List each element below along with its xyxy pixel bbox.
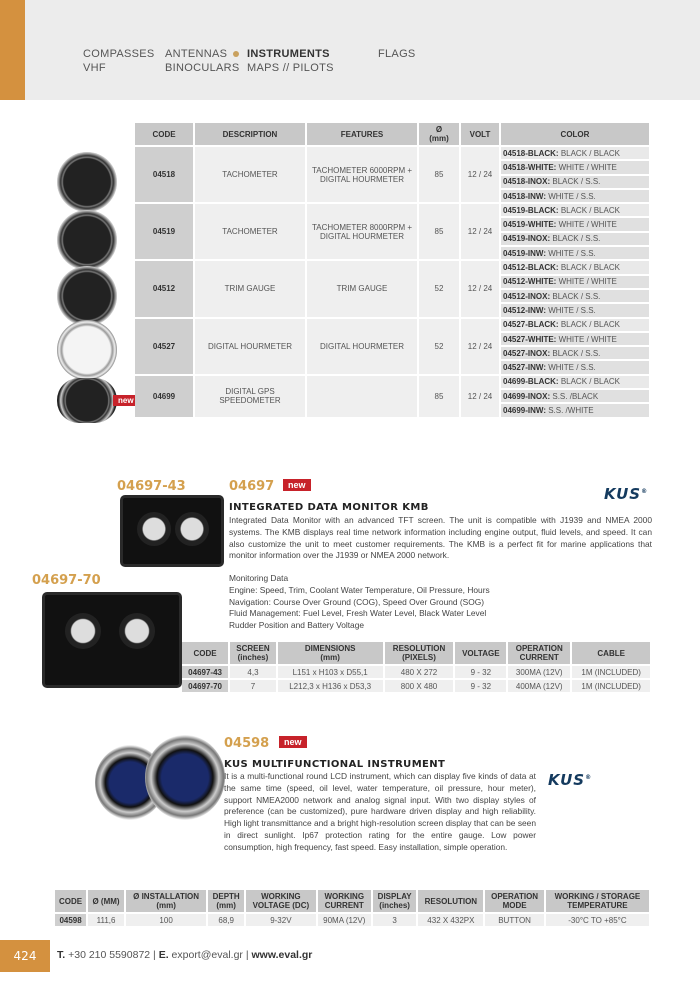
th-col: [373, 890, 417, 912]
product-title: KUS MULTIFUNCTIONAL INSTRUMENT: [224, 759, 446, 770]
cell-description: TACHOMETER: [195, 147, 305, 202]
table-row: [135, 204, 649, 216]
cell-color: [501, 304, 649, 316]
product-title: INTEGRATED DATA MONITOR KMB: [229, 502, 429, 513]
product-description: It is a multi-functional round LCD instrument, which can display five kinds of data at the same time (speed, oil level, water temperature, oil pressure, hour meter), support NMEA2000 network and analog signal input. With two display styles of preference (can be customized), pure hardware driven display and high reliability. High light transmittance and a bright high-resolution screen display that can be seen in direct sunlight. Ip67 protection rating for the entire gauge. Low power consumption, high frequency, fast speed. Easy installation, simple operation.: [224, 771, 536, 852]
gps-speedometer-image: [57, 378, 117, 423]
table-row: [135, 261, 649, 273]
th-line: RESOLUTION: [392, 644, 446, 653]
cell-color: [501, 176, 649, 188]
variant-code: 04518-INW:: [503, 191, 546, 201]
th-col: [55, 890, 86, 912]
th-line: DISPLAY: [377, 892, 412, 901]
dial-icon: [175, 512, 209, 546]
cell-diameter: 85: [419, 376, 459, 417]
nav-binoculars[interactable]: BINOCULARS: [165, 62, 240, 74]
nav-maps-pilots[interactable]: MAPS // PILOTS: [247, 62, 334, 74]
monitoring-item: Rudder Position and Battery Voltage: [229, 620, 365, 631]
footer-contact: [57, 949, 312, 961]
variant-code: 04519-BLACK:: [503, 205, 559, 215]
variant-color: BLACK / BLACK: [560, 205, 620, 215]
th-line: OPERATION: [491, 892, 539, 901]
variant-code: 04512-INOX:: [503, 291, 551, 301]
cell-color: [501, 290, 649, 302]
cell-color: [501, 404, 649, 416]
cell-code: 04519: [135, 204, 193, 259]
th-line: CODE: [193, 648, 217, 658]
cell-features: TACHOMETER 6000RPM + DIGITAL HOURMETER: [307, 147, 417, 202]
table-cell: 300MA (12V): [508, 666, 570, 678]
cell-volt: 12 / 24: [461, 376, 499, 417]
dial-icon: [119, 613, 155, 649]
cell-description: TACHOMETER: [195, 204, 305, 259]
table-cell: 7: [230, 680, 276, 692]
cell-features: [307, 376, 417, 417]
variant-label-43: 04697-43: [117, 479, 186, 494]
table-cell: 4,3: [230, 666, 276, 678]
th-description: DESCRIPTION: [195, 123, 305, 145]
nav-instruments[interactable]: INSTRUMENTS: [247, 48, 330, 60]
th-line: VOLTAGE: [462, 648, 500, 658]
table-cell: 9-32V: [246, 914, 316, 926]
th-col: [278, 642, 383, 664]
th-line: Ø INSTALLATION: [133, 892, 200, 901]
variant-color: S.S. /WHITE: [548, 405, 594, 415]
variant-color: WHITE / S.S.: [548, 305, 596, 315]
th-line: MODE: [502, 901, 527, 910]
th-diameter: [419, 123, 459, 145]
cell-color: [501, 319, 649, 331]
table-cell: L151 x H103 x D55,1: [278, 666, 383, 678]
monitoring-item: Engine: Speed, Trim, Coolant Water Temperature, Oil Pressure, Hours: [229, 584, 490, 595]
kus-logo-text: KUS: [548, 771, 586, 789]
product-code: 04697: [229, 479, 275, 494]
cell-volt: 12 / 24: [461, 204, 499, 259]
variant-code: 04699-INW:: [503, 405, 546, 415]
nav-compasses[interactable]: COMPASSES: [83, 48, 155, 60]
variant-color: WHITE / WHITE: [558, 334, 617, 344]
th-diameter-unit: (mm): [429, 134, 449, 143]
th-line: DEPTH: [212, 892, 240, 901]
monitoring-item: Fluid Management: Fuel Level, Fresh Water Level, Black Water Level: [229, 608, 487, 619]
variant-color: BLACK / S.S.: [552, 291, 601, 301]
table-row: [135, 376, 649, 388]
cell-color: [501, 333, 649, 345]
variant-code: 04699-BLACK:: [503, 377, 559, 387]
variant-code: 04527-BLACK:: [503, 320, 559, 330]
th-line: (PIXELS): [402, 653, 436, 662]
monitor-spec-table: [180, 640, 652, 694]
variant-code: 04518-BLACK:: [503, 148, 559, 158]
th-col: [126, 890, 206, 912]
variant-code: 04699-INOX:: [503, 391, 551, 401]
variant-color: BLACK / BLACK: [560, 148, 620, 158]
table-cell: 800 X 480: [385, 680, 454, 692]
dial-icon: [137, 512, 171, 546]
th-color: COLOR: [501, 123, 649, 145]
th-line: OPERATION: [515, 644, 563, 653]
th-line: CABLE: [597, 648, 625, 658]
table-cell: 480 X 272: [385, 666, 454, 678]
email-label: E.: [158, 949, 169, 961]
variant-color: BLACK / S.S.: [552, 177, 601, 187]
th-volt: VOLT: [461, 123, 499, 145]
th-line: RESOLUTION: [424, 896, 478, 906]
table-cell: 111,6: [88, 914, 124, 926]
new-badge: new: [283, 479, 311, 491]
page-number: 424: [0, 940, 50, 972]
table-cell: 3: [373, 914, 417, 926]
cell-color: [501, 204, 649, 216]
th-features: FEATURES: [307, 123, 417, 145]
variant-color: BLACK / S.S.: [552, 348, 601, 358]
trim-gauge-image: [57, 266, 117, 326]
cell-code: 04699: [135, 376, 193, 417]
accent-bar: [0, 0, 25, 100]
th-col: [508, 642, 570, 664]
th-line: VOLTAGE (DC): [252, 901, 310, 910]
email-link[interactable]: export@eval.gr |: [171, 949, 249, 961]
product-description: Integrated Data Monitor with an advanced TFT screen. The unit is compatible with J1939 and NMEA 2000 systems. The KMB displays real time network information including engine output, fluid levels, and speed. It can also customize the unit to meet customer requirements. The KMB is a perfect fit for marine applications that monitor information over the J1939 or NMEA 2000 network.: [229, 515, 652, 561]
table-cell: 04697-70: [182, 680, 228, 692]
table-cell: 68,9: [208, 914, 244, 926]
monitor-43-image: [120, 495, 224, 567]
variant-label-70: 04697-70: [32, 573, 101, 588]
cell-features: DIGITAL HOURMETER: [307, 319, 417, 374]
th-line: DIMENSIONS: [304, 644, 356, 653]
th-col: [230, 642, 276, 664]
active-dot-icon: [233, 51, 239, 57]
th-line: TEMPERATURE: [567, 901, 628, 910]
cell-diameter: 52: [419, 319, 459, 374]
th-col: [455, 642, 506, 664]
th-line: Ø (MM): [92, 896, 120, 906]
monitoring-heading: Monitoring Data: [229, 573, 289, 583]
monitoring-list: [229, 573, 649, 632]
th-col: [385, 642, 454, 664]
kus-logo: KUS®: [548, 771, 593, 789]
monitoring-item: Navigation: Course Over Ground (COG), Speed Over Ground (SOG): [229, 596, 485, 607]
variant-code: 04518-INOX:: [503, 177, 551, 187]
nav-flags[interactable]: FLAGS: [378, 48, 416, 60]
variant-code: 04519-INOX:: [503, 234, 551, 244]
variant-code: 04519-WHITE:: [503, 220, 557, 230]
th-line: (inches): [237, 653, 269, 662]
variant-color: WHITE / S.S.: [548, 248, 596, 258]
variant-color: WHITE / WHITE: [558, 277, 617, 287]
cell-features: TRIM GAUGE: [307, 261, 417, 316]
variant-color: BLACK / BLACK: [560, 320, 620, 330]
th-line: CODE: [59, 896, 83, 906]
th-col: [318, 890, 371, 912]
instruments-table: [133, 121, 651, 419]
table-cell: 04697-43: [182, 666, 228, 678]
kus-logo: KUS®: [604, 485, 649, 503]
table-cell: 432 X 432PX: [418, 914, 483, 926]
th-line: WORKING: [324, 892, 365, 901]
cell-volt: 12 / 24: [461, 319, 499, 374]
th-col: [418, 890, 483, 912]
variant-color: WHITE / WHITE: [558, 162, 617, 172]
cell-description: DIGITAL HOURMETER: [195, 319, 305, 374]
table-cell: 100: [126, 914, 206, 926]
dial-icon: [65, 613, 101, 649]
cell-code: 04518: [135, 147, 193, 202]
th-col: [546, 890, 649, 912]
th-col: [182, 642, 228, 664]
cell-color: [501, 247, 649, 259]
cell-color: [501, 161, 649, 173]
cell-color: [501, 147, 649, 159]
table-cell: 04598: [55, 914, 86, 926]
variant-color: BLACK / BLACK: [560, 377, 620, 387]
cell-volt: 12 / 24: [461, 261, 499, 316]
th-line: (mm): [216, 901, 236, 910]
table-cell: 90MA (12V): [318, 914, 371, 926]
table-row: [182, 666, 650, 678]
table-cell: 400MA (12V): [508, 680, 570, 692]
phone-label: T.: [57, 949, 66, 961]
cell-features: TACHOMETER 8000RPM + DIGITAL HOURMETER: [307, 204, 417, 259]
variant-code: 04512-BLACK:: [503, 263, 559, 273]
table-cell: L212,3 x H136 x D53,3: [278, 680, 383, 692]
website-link[interactable]: www.eval.gr: [251, 949, 313, 961]
variant-color: BLACK / S.S.: [552, 234, 601, 244]
table-cell: BUTTON: [485, 914, 544, 926]
th-line: CURRENT: [324, 901, 364, 910]
th-line: (inches): [379, 901, 410, 910]
variant-code: 04512-WHITE:: [503, 277, 557, 287]
table-cell: -30°C TO +85°C: [546, 914, 649, 926]
th-line: WORKING: [261, 892, 301, 901]
th-col: [208, 890, 244, 912]
cell-diameter: 85: [419, 147, 459, 202]
th-line: CURRENT: [519, 653, 559, 662]
th-line: WORKING / STORAGE: [554, 892, 641, 901]
tachometer-6000-image: [57, 152, 117, 212]
variant-code: 04527-INOX:: [503, 348, 551, 358]
cell-code: 04527: [135, 319, 193, 374]
new-badge: new: [113, 395, 139, 406]
cell-color: [501, 347, 649, 359]
th-line: (mm): [320, 653, 340, 662]
tachometer-8000-image: [57, 210, 117, 270]
th-col: [572, 642, 650, 664]
product-code: 04598: [224, 736, 270, 751]
table-row: [182, 680, 650, 692]
cell-diameter: 85: [419, 204, 459, 259]
cell-description: DIGITAL GPS SPEEDOMETER: [195, 376, 305, 417]
table-cell: 9 - 32: [455, 666, 506, 678]
new-badge: new: [279, 736, 307, 748]
cell-color: [501, 233, 649, 245]
cell-color: [501, 390, 649, 402]
table-cell: 9 - 32: [455, 680, 506, 692]
th-col: [88, 890, 124, 912]
th-diameter-symbol: Ø: [435, 125, 443, 134]
variant-color: WHITE / WHITE: [558, 220, 617, 230]
variant-color: S.S. /BLACK: [552, 391, 599, 401]
cell-color: [501, 218, 649, 230]
variant-code: 04519-INW:: [503, 248, 546, 258]
variant-code: 04512-INW:: [503, 305, 546, 315]
variant-color: BLACK / BLACK: [560, 263, 620, 273]
th-code: CODE: [135, 123, 193, 145]
variant-color: WHITE / S.S.: [548, 363, 596, 373]
cell-color: [501, 276, 649, 288]
nav-antennas[interactable]: ANTENNAS: [165, 48, 228, 60]
cell-color: [501, 190, 649, 202]
phone: +30 210 5590872 |: [68, 949, 156, 961]
cell-color: [501, 261, 649, 273]
variant-code: 04527-WHITE:: [503, 334, 557, 344]
th-line: (mm): [156, 901, 176, 910]
th-col: [485, 890, 544, 912]
table-row: [135, 147, 649, 159]
hourmeter-image: [57, 320, 117, 380]
multi-spec-table: [53, 888, 651, 928]
table-cell: 1M (INCLUDED): [572, 666, 650, 678]
monitor-70-image: [42, 592, 182, 688]
table-row: [135, 319, 649, 331]
cell-description: TRIM GAUGE: [195, 261, 305, 316]
th-line: SCREEN: [236, 644, 270, 653]
cell-color: [501, 376, 649, 388]
cell-volt: 12 / 24: [461, 147, 499, 202]
cell-code: 04512: [135, 261, 193, 316]
table-cell: 1M (INCLUDED): [572, 680, 650, 692]
cell-color: [501, 361, 649, 373]
table-row: [55, 914, 649, 926]
cell-diameter: 52: [419, 261, 459, 316]
variant-code: 04518-WHITE:: [503, 162, 557, 172]
kus-logo-text: KUS: [604, 485, 642, 503]
variant-code: 04527-INW:: [503, 363, 546, 373]
round-instrument-image: [145, 735, 225, 820]
nav-vhf[interactable]: VHF: [83, 62, 106, 74]
variant-color: WHITE / S.S.: [548, 191, 596, 201]
th-col: [246, 890, 316, 912]
